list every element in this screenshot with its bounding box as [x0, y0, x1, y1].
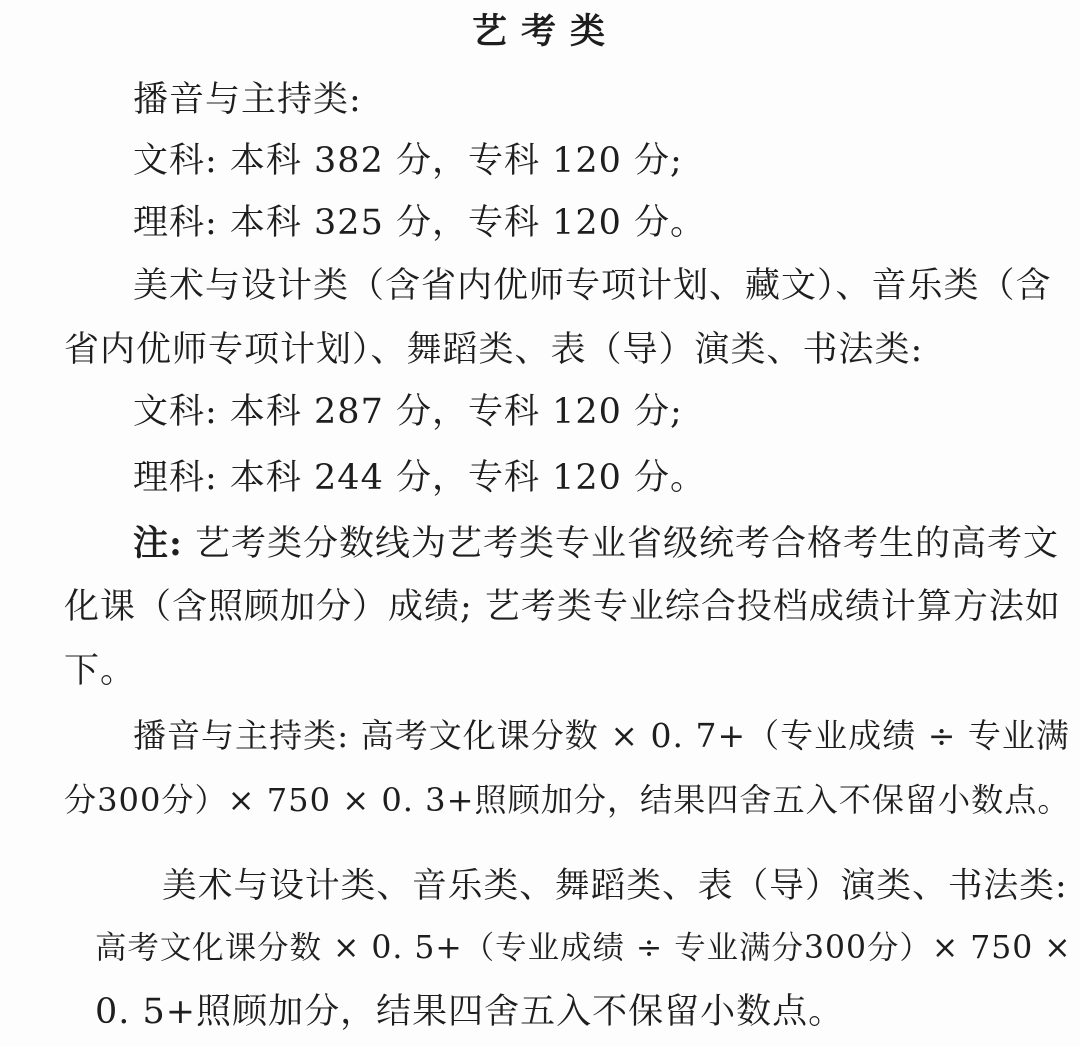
formula-art-line-3: 0. 5+照顾加分，结果四舍五入不保留小数点。 [95, 992, 845, 1032]
formula-art-line-1: 美术与设计类、音乐类、舞蹈类、表（导）演类、书法类: [162, 866, 1068, 906]
broadcast-heading: 播音与主持类: [133, 80, 362, 120]
formula-art-line-2: 高考文化课分数 × 0. 5+（专业成绩 ÷ 专业满分300分）× 750 × [95, 930, 1072, 966]
broadcast-wenke-line: 文科: 本科 382 分，专科 120 分; [133, 141, 683, 181]
art-like-line: 理科: 本科 244 分，专科 120 分。 [133, 458, 707, 498]
note-line-1 [133, 524, 1059, 564]
note-label: 注: [133, 523, 183, 564]
art-heading-line-1: 美术与设计类（含省内优师专项计划、藏文）、音乐类（含 [133, 266, 1052, 306]
art-wenke-line: 文科: 本科 287 分，专科 120 分; [133, 392, 683, 432]
formula-broadcast-line-2: 分300分）× 750 × 0. 3+照顾加分，结果四舍五入不保留小数点。 [64, 781, 1071, 819]
broadcast-like-line: 理科: 本科 325 分，专科 120 分。 [133, 203, 707, 243]
formula-broadcast-line-1: 播音与主持类: 高考文化课分数 × 0. 7+（专业成绩 ÷ 专业满 [133, 716, 1070, 755]
note-text: 艺考类分数线为艺考类专业省级统考合格考生的高考文 [182, 524, 1060, 564]
page-title: 艺考类 [472, 11, 620, 52]
note-line-3: 下。 [64, 651, 137, 691]
note-line-2: 化课（含照顾加分）成绩; 艺考类专业综合投档成绩计算方法如 [64, 587, 1061, 627]
art-heading-line-2: 省内优师专项计划）、舞蹈类、表（导）演类、书法类: [64, 330, 924, 370]
